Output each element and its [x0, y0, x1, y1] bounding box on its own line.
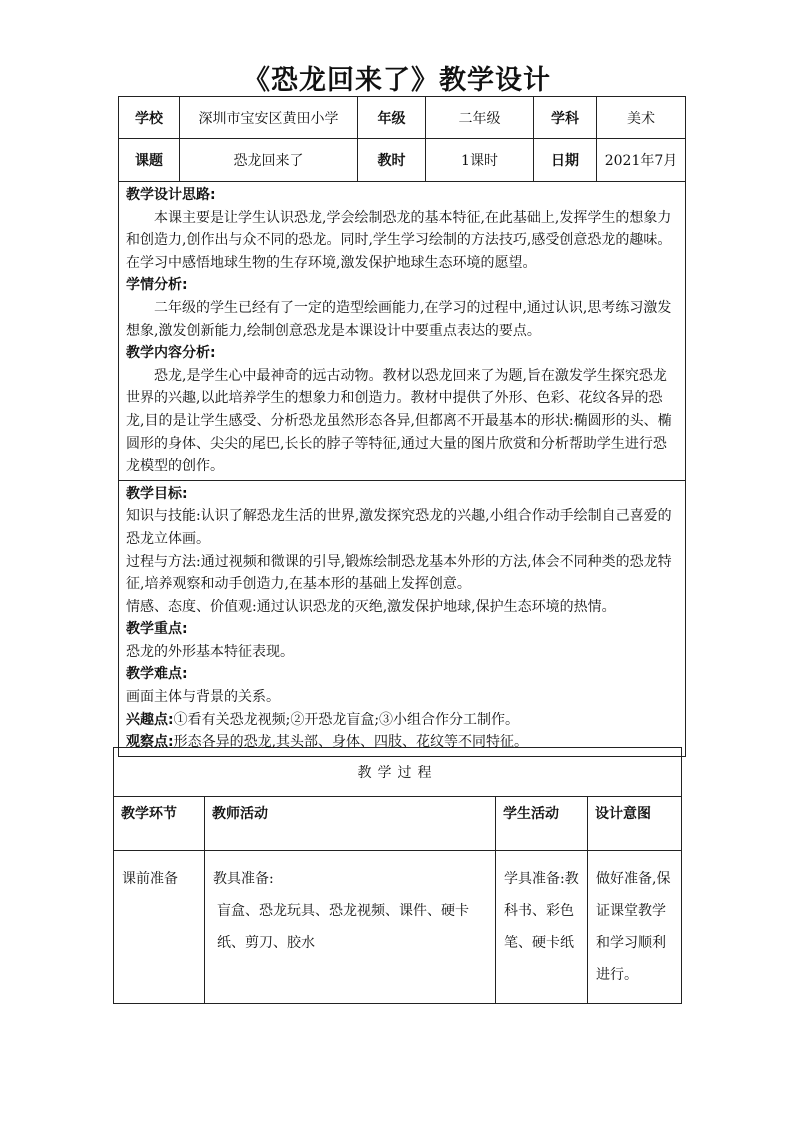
header-intent: 设计意图 [588, 797, 682, 851]
teacher-cell [205, 851, 496, 1004]
analysis-text: 二年级的学生已经有了一定的造型绘画能力,在学习的过程中,通过认识,思考练习激发想象,激发创新能力,绘制创意恐龙是本课设计中要重点表达的要点。 [126, 299, 672, 339]
info-row-1 [119, 97, 686, 139]
subject-label: 学科 [534, 97, 597, 139]
design-text: 本课主要是让学生认识恐龙,学会绘制恐龙的基本特征,在此基础上,发挥学生的想象力和创造力,创作出与众不同的恐龙。同时,学生学习绘制的方法技巧,感受创意恐龙的趣味。在学习中感悟地球生物的生存环境,激发保护地球生态环境的愿望。 [126, 209, 672, 271]
content-text: 恐龙,是学生心中最神奇的远古动物。教材以恐龙回来了为题,旨在激发学生探究恐龙世界的兴趣,以此培养学生的想象力和创造力。教材中提供了外形、色彩、花纹各异的恐龙,目的是让学生感受、分析恐龙虽然形态各异,但都离不开最基本的形状:椭圆形的头、椭圆形的身体、尖尖的尾巴,长长的脖子等特征,通过大量的图片欣赏和分析帮助学生进行恐龙模型的创作。 [126, 367, 672, 475]
process-title-row [114, 748, 682, 797]
header-student: 学生活动 [496, 797, 588, 851]
hours-value: 1课时 [426, 139, 534, 182]
objectives-row [119, 480, 686, 756]
date-label: 日期 [534, 139, 597, 182]
design-section [119, 182, 686, 481]
design-row [119, 182, 686, 481]
observe-label: 观察点: [126, 734, 174, 751]
process-row [114, 851, 682, 1004]
school-value: 深圳市宝安区黄田小学 [180, 97, 358, 139]
difficulty-text: 画面主体与背景的关系。 [126, 689, 280, 706]
objectives-section [119, 480, 686, 756]
analysis-heading: 学情分析: [126, 277, 188, 294]
process-header-row [114, 797, 682, 851]
interest-line [126, 709, 678, 732]
header-teacher: 教师活动 [205, 797, 496, 851]
objective-process: 过程与方法:通过视频和微课的引导,锻炼绘制恐龙基本外形的方法,体会不同种类的恐龙特征,培养观察和动手创造力,在基本形的基础上发挥创意。 [126, 553, 672, 593]
observe-text: 形态各异的恐龙,其头部、身体、四肢、花纹等不同特征。 [173, 734, 529, 751]
key-point-text: 恐龙的外形基本特征表现。 [126, 643, 294, 660]
teaching-process-table [113, 747, 682, 1004]
teacher-line-2: 盲盒、恐龙玩具、恐龙视频、课件、硬卡纸、剪刀、胶水 [217, 903, 469, 951]
interest-text: ①看有关恐龙视频;②开恐龙盲盒;③小组合作分工制作。 [173, 711, 520, 728]
key-point-heading: 教学重点: [126, 621, 188, 638]
info-row-2 [119, 139, 686, 182]
objective-emotion: 情感、态度、价值观:通过认识恐龙的灭绝,激发保护地球,保护生态环境的热情。 [126, 598, 616, 615]
topic-label: 课题 [119, 139, 180, 182]
objectives-heading: 教学目标: [126, 485, 188, 502]
hours-label: 教时 [358, 139, 426, 182]
process-title: 教学过程 [114, 748, 682, 797]
topic-value: 恐龙回来了 [180, 139, 358, 182]
interest-label: 兴趣点: [126, 711, 174, 728]
header-stage: 教学环节 [114, 797, 205, 851]
grade-label: 年级 [358, 97, 426, 139]
date-value: 2021年7月 [597, 139, 686, 182]
objective-knowledge: 知识与技能:认识了解恐龙生活的世界,激发探究恐龙的兴趣,小组合作动手绘制自己喜爱的恐龙立体画。 [126, 508, 672, 547]
difficulty-heading: 教学难点: [126, 666, 188, 683]
teacher-line-1: 教具准备: [213, 871, 274, 887]
design-heading: 教学设计思路: [126, 187, 216, 203]
stage-cell: 课前准备 [114, 851, 205, 1004]
student-cell: 学具准备:教科书、彩色笔、硬卡纸 [496, 851, 588, 1004]
intent-cell: 做好准备,保证课堂教学和学习顺利进行。 [588, 851, 682, 1004]
grade-value: 二年级 [426, 97, 534, 139]
lesson-info-table [118, 96, 686, 757]
school-label: 学校 [119, 97, 180, 139]
content-heading: 教学内容分析: [126, 345, 216, 362]
subject-value: 美术 [597, 97, 686, 139]
document-title: 《恐龙回来了》教学设计 [243, 65, 551, 96]
